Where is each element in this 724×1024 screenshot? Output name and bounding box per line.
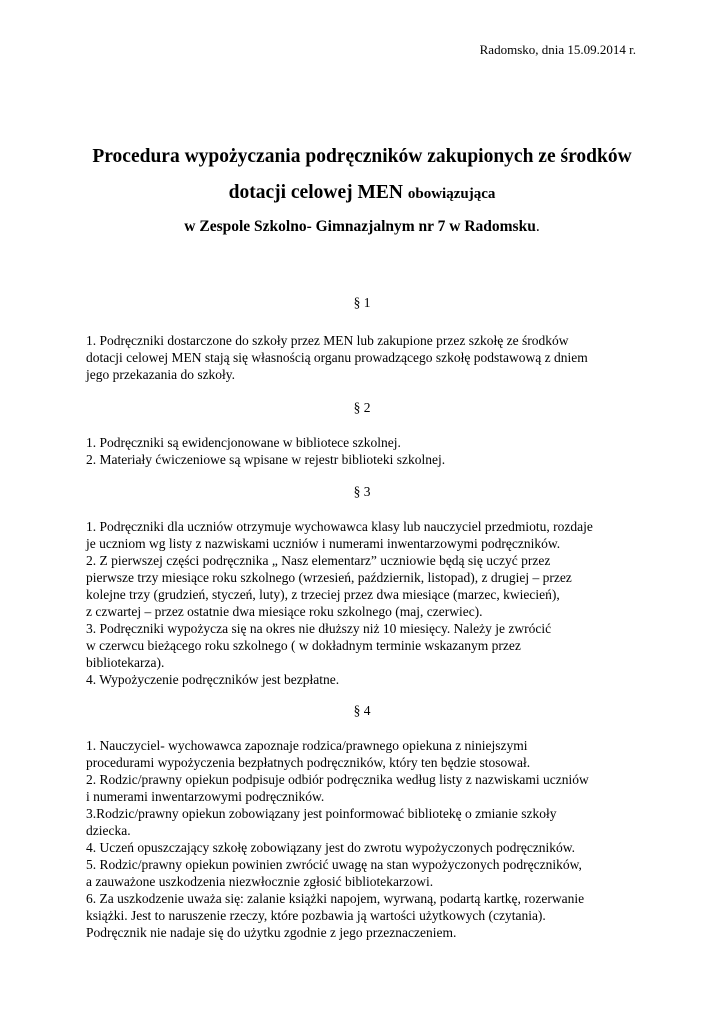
title-line-2-main: dotacji celowej MEN: [228, 182, 408, 203]
section-mark-3: § 3: [353, 484, 371, 499]
section-2-text: [86, 434, 646, 468]
text-line: 3.Rodzic/prawny opiekun zobowiązany jest poinformować bibliotekę o zmianie szkoły: [86, 806, 557, 821]
text-line: z czwartej – przez ostatnie dwa miesiące roku szkolnego (maj, czerwiec).: [86, 604, 483, 619]
text-line: a zauważone uszkodzenia niezwłocznie zgłosić bibliotekarzowi.: [86, 874, 434, 889]
text-line: w czerwcu bieżącego roku szkolnego ( w dokładnym terminie wskazanym przez: [86, 638, 521, 653]
section-mark-1: § 1: [353, 295, 371, 310]
text-line: 4. Uczeń opuszczający szkołę zobowiązany jest do zwrotu wypożyczonych podręczników.: [86, 840, 576, 855]
text-line: 1. Nauczyciel- wychowawca zapoznaje rodzica/prawnego opiekuna z niniejszymi: [86, 738, 528, 753]
text-line: procedurami wypożyczenia bezpłatnych podręczników, który ten będzie stosował.: [86, 755, 531, 770]
text-line: 4. Wypożyczenie podręczników jest bezpłatne.: [86, 672, 340, 687]
text-line: 2. Rodzic/prawny opiekun podpisuje odbiór podręcznika według listy z nazwiskami uczniów: [86, 772, 589, 787]
title-line-3-end: .: [535, 218, 540, 235]
text-line: 1. Podręczniki są ewidencjonowane w bibliotece szkolnej.: [86, 435, 401, 450]
title-line-2-small: obowiązująca: [407, 186, 496, 202]
text-line: 2. Z pierwszej części podręcznika „ Nasz elementarz” uczniowie będą się uczyć przez: [86, 553, 551, 568]
section-3-text: [86, 518, 646, 688]
text-line: dziecka.: [86, 823, 131, 838]
text-line: i numerami inwentarzowymi podręczników.: [86, 789, 325, 804]
section-mark-4: § 4: [353, 703, 371, 718]
text-line: 2. Materiały ćwiczeniowe są wpisane w rejestr biblioteki szkolnej.: [86, 452, 446, 467]
text-line: kolejne trzy (grudzień, styczeń, luty), z trzeciej przez dwa miesiące (marzec, kwiecień),: [86, 587, 560, 602]
section-4-text: [86, 737, 646, 941]
text-line: 5. Rodzic/prawny opiekun powinien zwrócić uwagę na stan wypożyczonych podręczników,: [86, 857, 582, 872]
title-line-2: [60, 182, 664, 204]
text-line: 1. Podręczniki dostarczone do szkoły przez MEN lub zakupione przez szkołę ze środków: [86, 333, 569, 348]
section-mark-2: § 2: [353, 400, 371, 415]
text-line: jego przekazania do szkoły.: [86, 367, 236, 382]
text-line: 3. Podręczniki wypożycza się na okres nie dłuższy niż 10 miesięcy. Należy je zwrócić: [86, 621, 552, 636]
text-line: 1. Podręczniki dla uczniów otrzymuje wychowawca klasy lub nauczyciel przedmiotu, rozdaje: [86, 519, 593, 534]
text-line: je uczniom wg listy z nazwiskami uczniów i numerami inwentarzowymi podręczników.: [86, 536, 561, 551]
text-line: pierwsze trzy miesiące roku szkolnego (wrzesień, październik, listopad), z drugiej – przez: [86, 570, 572, 585]
text-line: 6. Za uszkodzenie uważa się: zalanie książki napojem, wyrwaną, podartą kartkę, rozerwanie: [86, 891, 585, 906]
text-line: bibliotekarza).: [86, 655, 165, 670]
text-line: dotacji celowej MEN stają się własnością organu prowadzącego szkołę podstawową z dniem: [86, 350, 588, 365]
text-line: książki. Jest to naruszenie rzeczy, które pozbawia ją wartości użytkowych (czytania).: [86, 908, 546, 923]
text-line: Podręcznik nie nadaje się do użytku zgodnie z jego przeznaczeniem.: [86, 925, 457, 940]
section-1-text: [86, 332, 646, 383]
title-line-1: Procedura wypożyczania podręczników zakupionych ze środków: [92, 146, 632, 167]
date-line: Radomsko, dnia 15.09.2014 r.: [479, 42, 636, 57]
title-line-3-main: w Zespole Szkolno- Gimnazjalnym nr 7 w Radomsku: [184, 218, 536, 235]
title-line-3: [60, 218, 664, 236]
